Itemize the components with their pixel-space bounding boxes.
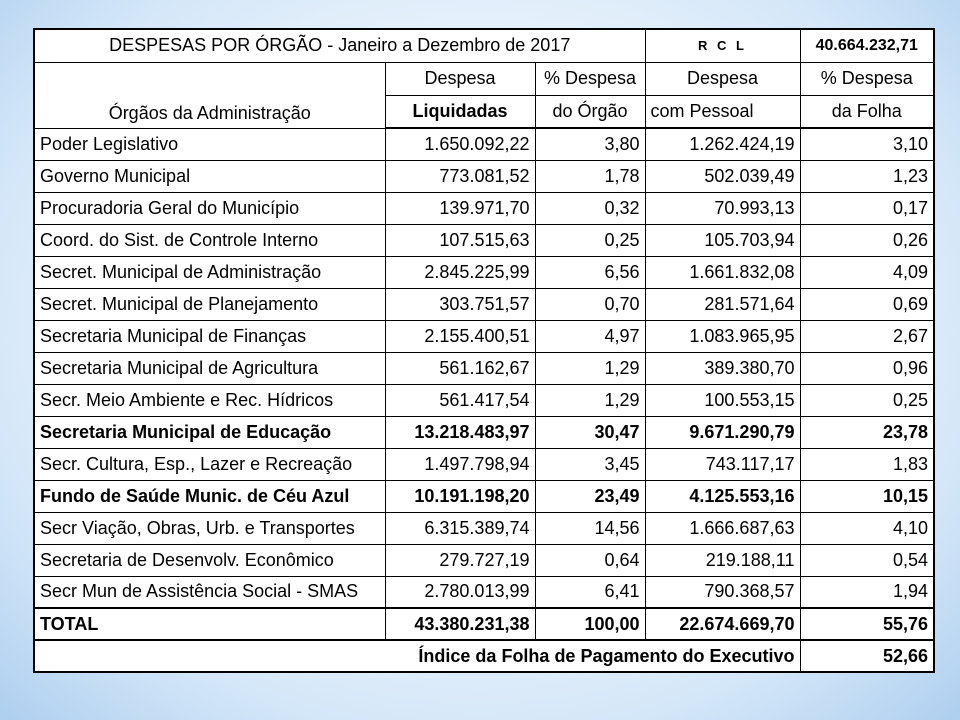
orgao-cell: Procuradoria Geral do Município bbox=[34, 192, 385, 224]
pessoal-cell: 743.117,17 bbox=[645, 448, 800, 480]
orgao-cell: Secretaria Municipal de Agricultura bbox=[34, 352, 385, 384]
despesa-cell: 2.845.225,99 bbox=[385, 256, 535, 288]
pessoal-cell: 105.703,94 bbox=[645, 224, 800, 256]
table-row bbox=[34, 448, 934, 480]
pct-folha-cell: 0,96 bbox=[800, 352, 934, 384]
pessoal-cell: 4.125.553,16 bbox=[645, 480, 800, 512]
despesa-cell: 139.971,70 bbox=[385, 192, 535, 224]
despesa-cell: 561.162,67 bbox=[385, 352, 535, 384]
header-despesa-top: Despesa bbox=[385, 62, 535, 95]
pct-despesa-cell: 14,56 bbox=[535, 512, 645, 544]
table-body bbox=[34, 128, 934, 672]
expenses-table bbox=[33, 28, 935, 673]
total-pct-folha: 55,76 bbox=[800, 608, 934, 640]
orgao-cell: Secr. Cultura, Esp., Lazer e Recreação bbox=[34, 448, 385, 480]
pct-folha-cell: 4,10 bbox=[800, 512, 934, 544]
despesa-cell: 107.515,63 bbox=[385, 224, 535, 256]
header-pct-folha-top: % Despesa bbox=[800, 62, 934, 95]
title-row bbox=[34, 29, 934, 62]
orgao-cell: Secretaria Municipal de Educação bbox=[34, 416, 385, 448]
despesa-cell: 13.218.483,97 bbox=[385, 416, 535, 448]
orgao-cell: Poder Legislativo bbox=[34, 128, 385, 160]
rcl-label: R C L bbox=[645, 29, 800, 62]
table-row bbox=[34, 192, 934, 224]
header-pessoal-top: Despesa bbox=[645, 62, 800, 95]
table-row bbox=[34, 576, 934, 608]
pessoal-cell: 70.993,13 bbox=[645, 192, 800, 224]
total-label: TOTAL bbox=[34, 608, 385, 640]
despesa-cell: 6.315.389,74 bbox=[385, 512, 535, 544]
pct-despesa-cell: 3,80 bbox=[535, 128, 645, 160]
pct-folha-cell: 3,10 bbox=[800, 128, 934, 160]
pct-folha-cell: 0,25 bbox=[800, 384, 934, 416]
pessoal-cell: 1.666.687,63 bbox=[645, 512, 800, 544]
despesa-cell: 279.727,19 bbox=[385, 544, 535, 576]
pessoal-cell: 219.188,11 bbox=[645, 544, 800, 576]
orgao-cell: Secret. Municipal de Administração bbox=[34, 256, 385, 288]
header-despesa-bottom: Liquidadas bbox=[385, 95, 535, 128]
pessoal-cell: 502.039,49 bbox=[645, 160, 800, 192]
orgao-cell: Coord. do Sist. de Controle Interno bbox=[34, 224, 385, 256]
pct-despesa-cell: 3,45 bbox=[535, 448, 645, 480]
table-row bbox=[34, 352, 934, 384]
pessoal-cell: 1.661.832,08 bbox=[645, 256, 800, 288]
indice-value: 52,66 bbox=[800, 640, 934, 672]
pct-despesa-cell: 1,78 bbox=[535, 160, 645, 192]
pessoal-cell: 281.571,64 bbox=[645, 288, 800, 320]
orgao-cell: Governo Municipal bbox=[34, 160, 385, 192]
total-pct-despesa: 100,00 bbox=[535, 608, 645, 640]
table-row bbox=[34, 480, 934, 512]
pct-despesa-cell: 0,64 bbox=[535, 544, 645, 576]
orgao-cell: Secr. Meio Ambiente e Rec. Hídricos bbox=[34, 384, 385, 416]
table-row bbox=[34, 160, 934, 192]
orgao-cell: Secr Mun de Assistência Social - SMAS bbox=[34, 576, 385, 608]
pessoal-cell: 790.368,57 bbox=[645, 576, 800, 608]
header-pessoal-bottom: com Pessoal bbox=[645, 95, 800, 128]
pessoal-cell: 1.083.965,95 bbox=[645, 320, 800, 352]
indice-row bbox=[34, 640, 934, 672]
pct-folha-cell: 1,23 bbox=[800, 160, 934, 192]
despesa-cell: 773.081,52 bbox=[385, 160, 535, 192]
pct-folha-cell: 1,94 bbox=[800, 576, 934, 608]
despesa-cell: 561.417,54 bbox=[385, 384, 535, 416]
pct-despesa-cell: 6,41 bbox=[535, 576, 645, 608]
table-row bbox=[34, 544, 934, 576]
total-despesa: 43.380.231,38 bbox=[385, 608, 535, 640]
table-row bbox=[34, 288, 934, 320]
pct-folha-cell: 0,54 bbox=[800, 544, 934, 576]
despesa-cell: 1.650.092,22 bbox=[385, 128, 535, 160]
header-row-top bbox=[34, 62, 934, 95]
indice-label: Índice da Folha de Pagamento do Executivo bbox=[34, 640, 800, 672]
pct-despesa-cell: 6,56 bbox=[535, 256, 645, 288]
header-orgaos: Órgãos da Administração bbox=[34, 62, 385, 128]
pct-folha-cell: 0,26 bbox=[800, 224, 934, 256]
pessoal-cell: 9.671.290,79 bbox=[645, 416, 800, 448]
pct-folha-cell: 10,15 bbox=[800, 480, 934, 512]
pessoal-cell: 1.262.424,19 bbox=[645, 128, 800, 160]
pct-despesa-cell: 23,49 bbox=[535, 480, 645, 512]
pct-despesa-cell: 1,29 bbox=[535, 384, 645, 416]
pct-folha-cell: 0,17 bbox=[800, 192, 934, 224]
despesa-cell: 303.751,57 bbox=[385, 288, 535, 320]
despesa-cell: 2.155.400,51 bbox=[385, 320, 535, 352]
table-row bbox=[34, 416, 934, 448]
table-row bbox=[34, 256, 934, 288]
rcl-value: 40.664.232,71 bbox=[800, 29, 934, 62]
pct-despesa-cell: 4,97 bbox=[535, 320, 645, 352]
pct-despesa-cell: 0,25 bbox=[535, 224, 645, 256]
orgao-cell: Fundo de Saúde Munic. de Céu Azul bbox=[34, 480, 385, 512]
table-row bbox=[34, 384, 934, 416]
orgao-cell: Secret. Municipal de Planejamento bbox=[34, 288, 385, 320]
pct-despesa-cell: 0,70 bbox=[535, 288, 645, 320]
pct-despesa-cell: 0,32 bbox=[535, 192, 645, 224]
pct-despesa-cell: 1,29 bbox=[535, 352, 645, 384]
pessoal-cell: 389.380,70 bbox=[645, 352, 800, 384]
table-title: DESPESAS POR ÓRGÃO - Janeiro a Dezembro de 2017 bbox=[34, 29, 645, 62]
despesa-cell: 1.497.798,94 bbox=[385, 448, 535, 480]
orgao-cell: Secretaria Municipal de Finanças bbox=[34, 320, 385, 352]
orgao-cell: Secretaria de Desenvolv. Econômico bbox=[34, 544, 385, 576]
pct-folha-cell: 2,67 bbox=[800, 320, 934, 352]
header-pct-folha-bottom: da Folha bbox=[800, 95, 934, 128]
table-row bbox=[34, 224, 934, 256]
pct-despesa-cell: 30,47 bbox=[535, 416, 645, 448]
table-row bbox=[34, 128, 934, 160]
table-row bbox=[34, 512, 934, 544]
pct-folha-cell: 0,69 bbox=[800, 288, 934, 320]
despesa-cell: 10.191.198,20 bbox=[385, 480, 535, 512]
pct-folha-cell: 4,09 bbox=[800, 256, 934, 288]
orgao-cell: Secr Viação, Obras, Urb. e Transportes bbox=[34, 512, 385, 544]
pct-folha-cell: 1,83 bbox=[800, 448, 934, 480]
header-pct-despesa-bottom: do Órgão bbox=[535, 95, 645, 128]
pct-folha-cell: 23,78 bbox=[800, 416, 934, 448]
table-row bbox=[34, 320, 934, 352]
total-row bbox=[34, 608, 934, 640]
total-pessoal: 22.674.669,70 bbox=[645, 608, 800, 640]
header-pct-despesa-top: % Despesa bbox=[535, 62, 645, 95]
pessoal-cell: 100.553,15 bbox=[645, 384, 800, 416]
despesa-cell: 2.780.013,99 bbox=[385, 576, 535, 608]
